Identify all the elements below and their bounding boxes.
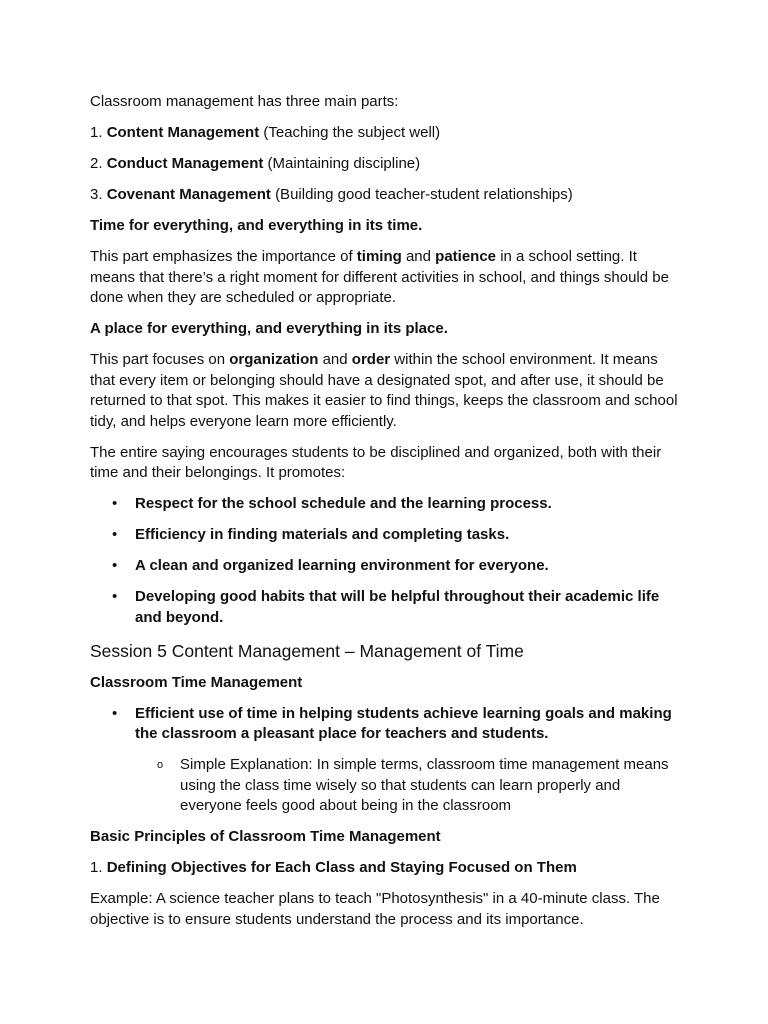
list-item [90,704,682,817]
text-run: This part emphasizes the importance of [90,248,357,265]
bullet-icon: • [112,557,118,574]
list-item-text: Respect for the school schedule and the learning process. [135,495,552,512]
part-number: 3. [90,186,103,203]
part-description: (Building good teacher-student relationships) [275,186,573,203]
bullet-icon: • [112,704,118,722]
document-page [90,92,682,941]
part-name: Conduct Management [106,155,264,172]
text-run: This part focuses on [90,351,230,368]
bullet-icon: • [112,495,118,512]
part-description: (Maintaining discipline) [267,155,421,172]
bullet-icon: • [112,526,118,543]
saying-paragraph: The entire saying encourages students to be disciplined and organized, both with their time and their belongings. It promotes: [90,443,662,481]
part-description: (Teaching the subject well) [263,124,441,141]
promotes-list [90,494,682,628]
sub-list [135,755,682,817]
time-heading: Time for everything, and everything in its time. [90,217,423,234]
principle-text: Defining Objectives for Each Class and Staying Focused on Them [106,859,577,876]
part-item-3 [90,185,682,206]
emphasis-patience: patience [435,248,497,265]
part-item-2 [90,154,682,175]
part-number: 2. [90,155,103,172]
time-paragraph [90,247,682,309]
list-item-text: Efficient use of time in helping students achieve learning goals and making the classroom a pleasant place for teachers and students. [135,704,672,742]
principle-item-1 [90,858,682,879]
text-run: and [401,248,436,265]
list-item [90,556,682,577]
sub-list-item-text: Simple Explanation: In simple terms, classroom time management means using the class time wisely so that students can learn properly and everyone feels good about being in the classroom [180,756,669,814]
emphasis-organization: organization [229,351,319,368]
intro-text: Classroom management has three main parts: [90,93,399,110]
text-run: within the school environment. It means that every item or belonging should have a designated spot, and after use, it should be returned to that spot. This makes it easier to find things, keeps the classroom and school tidy, and helps everyone learn more efficiently. [90,351,678,430]
emphasis-order: order [351,351,391,368]
list-item-text: Developing good habits that will be helpful throughout their academic life and beyond. [135,588,660,626]
list-item [90,525,682,546]
session-title: Session 5 Content Management – Management of Time [90,640,524,661]
example-paragraph: Example: A science teacher plans to teach "Photosynthesis" in a 40-minute class. The objective is to ensure students understand the process and its importance. [90,890,660,928]
text-run: in a school setting. It means that there’s a right moment for different activities in school, and things should be done when they are scheduled or appropriate. [90,248,669,306]
list-item-text: Efficiency in finding materials and completing tasks. [135,526,510,543]
emphasis-timing: timing [356,248,402,265]
part-name: Covenant Management [106,186,271,203]
circle-bullet-icon: o [157,759,164,771]
principle-number: 1. [90,859,103,876]
part-item-1 [90,123,682,144]
principles-heading: Basic Principles of Classroom Time Management [90,828,441,845]
sub-list-item [135,755,682,817]
place-paragraph [90,350,682,432]
text-run: and [318,351,352,368]
ctm-list [90,704,682,817]
list-item [90,587,682,628]
place-heading: A place for everything, and everything in its place. [90,320,448,337]
list-item-text: A clean and organized learning environment for everyone. [135,557,549,574]
bullet-icon: • [112,588,118,605]
ctm-heading: Classroom Time Management [90,673,303,691]
list-item [90,494,682,515]
part-number: 1. [90,124,103,141]
part-name: Content Management [106,124,260,141]
